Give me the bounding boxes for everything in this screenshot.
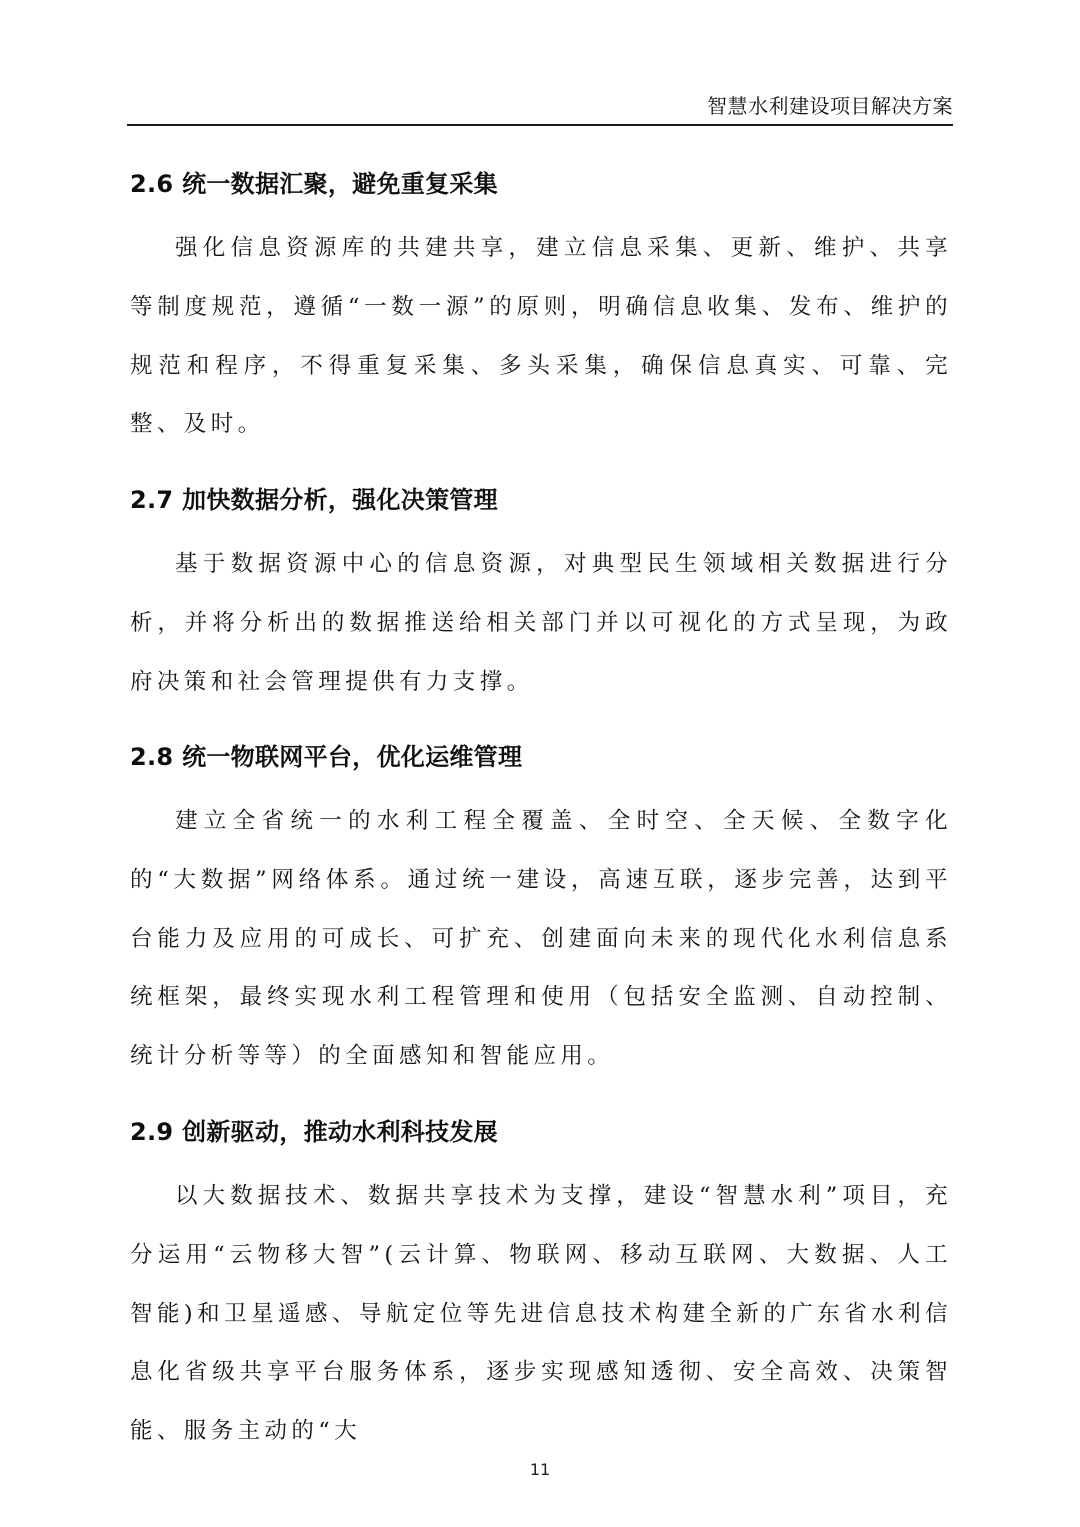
section-paragraph: 基于数据资源中心的信息资源，对典型民生领域相关数据进行分析，并将分析出的数据推送给相关部门并以可视化的方式呈现，为政府决策和社会管理提供有力支撑。 xyxy=(130,551,952,695)
section-heading: 2.9 创新驱动，推动水利科技发展 xyxy=(130,1118,498,1146)
section-heading: 2.7 加快数据分析，强化决策管理 xyxy=(130,486,498,514)
section-paragraph: 以大数据技术、数据共享技术为支撑，建设“智慧水利”项目，充分运用“云物移大智”(云计算、物联网、移动互联网、大数据、人工智能)和卫星遥感、导航定位等先进信息技术构建全新的广东省水利信息化省级共享平台服务体系，逐步实现感知透彻、安全高效、决策智能、服务主动的“大 xyxy=(130,1183,952,1445)
section-paragraph: 建立全省统一的水利工程全覆盖、全时空、全天候、全数字化的“大数据”网络体系。通过统一建设，高速互联，逐步完善，达到平台能力及应用的可成长、可扩充、创建面向未来的现代化水利信息系统框架，最终实现水利工程管理和使用（包括安全监测、自动控制、统计分析等等）的全面感知和智能应用。 xyxy=(130,808,952,1070)
section-2-6 xyxy=(130,168,952,454)
section-paragraph: 强化信息资源库的共建共享，建立信息采集、更新、维护、共享等制度规范，遵循“一数一源”的原则，明确信息收集、发布、维护的规范和程序，不得重复采集、多头采集，确保信息真实、可靠、完整、及时。 xyxy=(130,235,952,438)
section-heading: 2.8 统一物联网平台，优化运维管理 xyxy=(130,743,523,771)
section-2-8 xyxy=(130,741,952,1086)
page-number: 11 xyxy=(529,1460,551,1479)
document-title: 智慧水利建设项目解决方案 xyxy=(707,94,953,118)
section-heading: 2.6 统一数据汇聚，避免重复采集 xyxy=(130,170,498,198)
section-2-9 xyxy=(130,1116,952,1461)
page-header xyxy=(127,88,953,126)
section-2-7 xyxy=(130,484,952,711)
